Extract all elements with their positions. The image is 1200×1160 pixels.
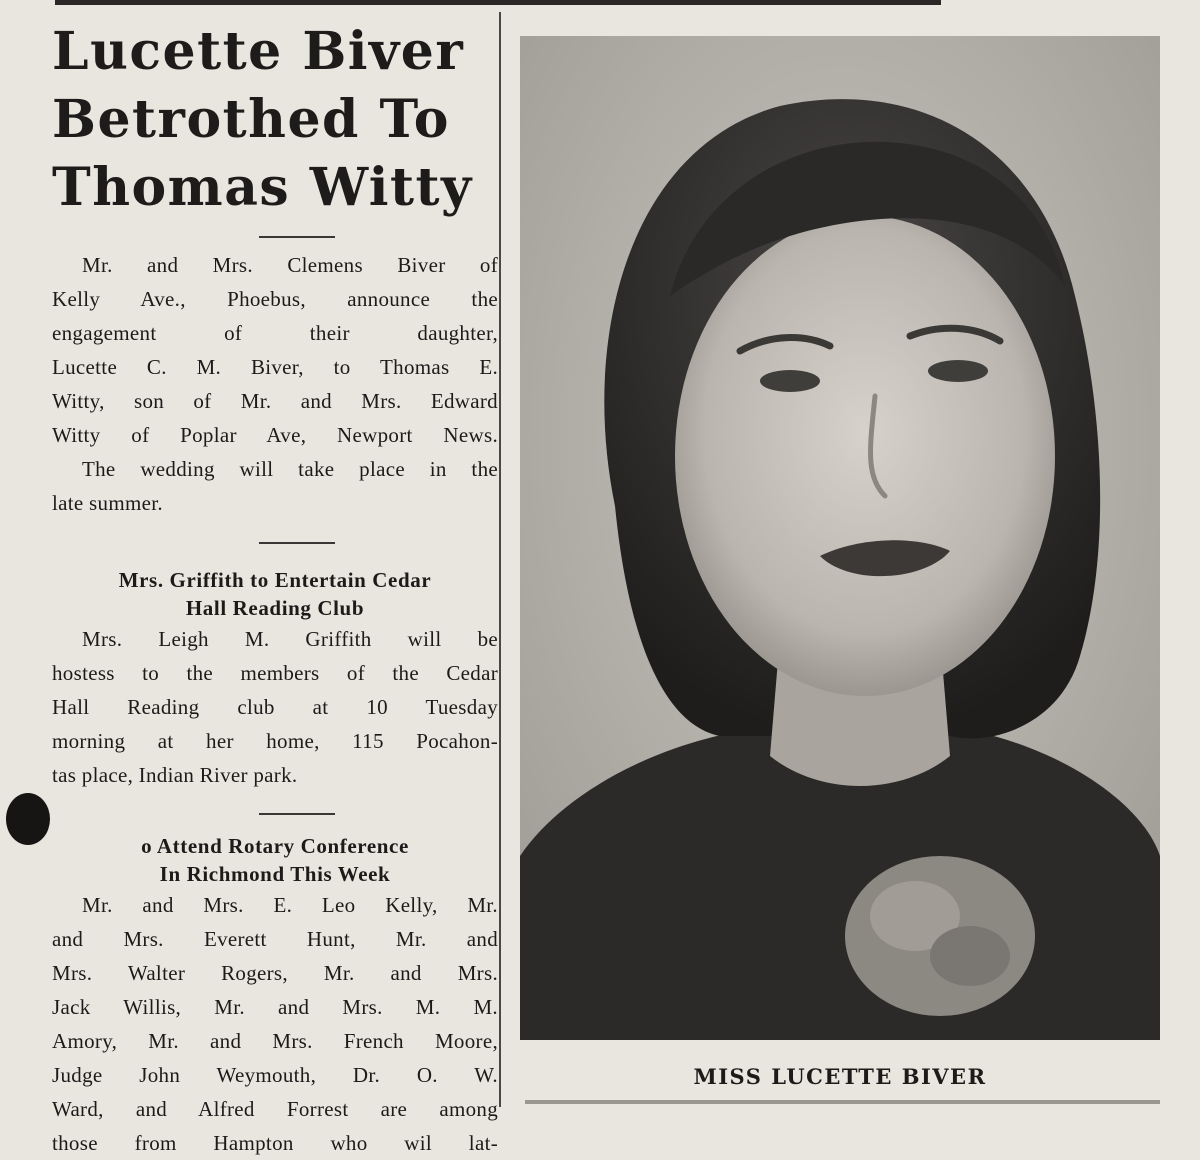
left-column [52, 18, 498, 1160]
column-divider [499, 12, 501, 1107]
text-line: hostess to the members of the Cedar [52, 661, 498, 685]
text-line: Mrs. Leigh M. Griffith will be [82, 627, 498, 651]
portrait-illustration [520, 36, 1160, 1040]
griffith-article [52, 622, 498, 792]
text-line: Jack Willis, Mr. and Mrs. M. M. [52, 995, 498, 1019]
headline-line: Betrothed To [52, 89, 450, 150]
text-line: Hall Reading club at 10 Tuesday [52, 695, 498, 719]
text-line: late summer. [52, 491, 163, 515]
left-eye [760, 370, 820, 392]
ink-blot [6, 793, 50, 845]
rotary-article [52, 888, 498, 1160]
text-line: tas place, Indian River park. [52, 763, 298, 787]
right-eye [928, 360, 988, 382]
face-shape [675, 216, 1055, 696]
engagement-announcement [52, 248, 498, 520]
text-line: The wedding will take place in the [82, 457, 498, 481]
text-line: and Mrs. Everett Hunt, Mr. and [52, 927, 498, 951]
text-line: engagement of their daughter, [52, 321, 498, 345]
text-line: Kelly Ave., Phoebus, announce the [52, 287, 498, 311]
headline-line: Lucette Biver [52, 21, 465, 82]
griffith-heading [52, 566, 498, 622]
top-rule [55, 0, 941, 5]
text-line: Ward, and Alfred Forrest are among [52, 1097, 498, 1121]
text-line: Mr. and Mrs. E. Leo Kelly, Mr. [82, 893, 498, 917]
headline [52, 18, 498, 222]
heading-line: o Attend Rotary Conference [141, 834, 409, 858]
section-divider [259, 813, 335, 815]
heading-line: In Richmond This Week [159, 862, 391, 886]
rotary-heading [52, 832, 498, 888]
section-divider [259, 236, 335, 238]
headline-line: Thomas Witty [52, 157, 473, 218]
text-line: Amory, Mr. and Mrs. French Moore, [52, 1029, 498, 1053]
heading-line: Hall Reading Club [185, 596, 365, 620]
text-line: Judge John Weymouth, Dr. O. W. [52, 1063, 498, 1087]
text-line: Lucette C. M. Biver, to Thomas E. [52, 355, 498, 379]
bottom-rule [525, 1100, 1160, 1104]
text-line: those from Hampton who wil lat- [52, 1131, 498, 1155]
text-line: Mr. and Mrs. Clemens Biver of [82, 253, 498, 277]
text-line: Mrs. Walter Rogers, Mr. and Mrs. [52, 961, 498, 985]
heading-line: Mrs. Griffith to Entertain Cedar [118, 568, 432, 592]
section-divider [259, 542, 335, 544]
text-line: Witty, son of Mr. and Mrs. Edward [52, 389, 498, 413]
text-line: morning at her home, 115 Pocahon- [52, 729, 498, 753]
portrait-photo [520, 36, 1160, 1040]
text-line: Witty of Poplar Ave, Newport News. [52, 423, 498, 447]
photo-caption: MISS LUCETTE BIVER [693, 1064, 987, 1089]
